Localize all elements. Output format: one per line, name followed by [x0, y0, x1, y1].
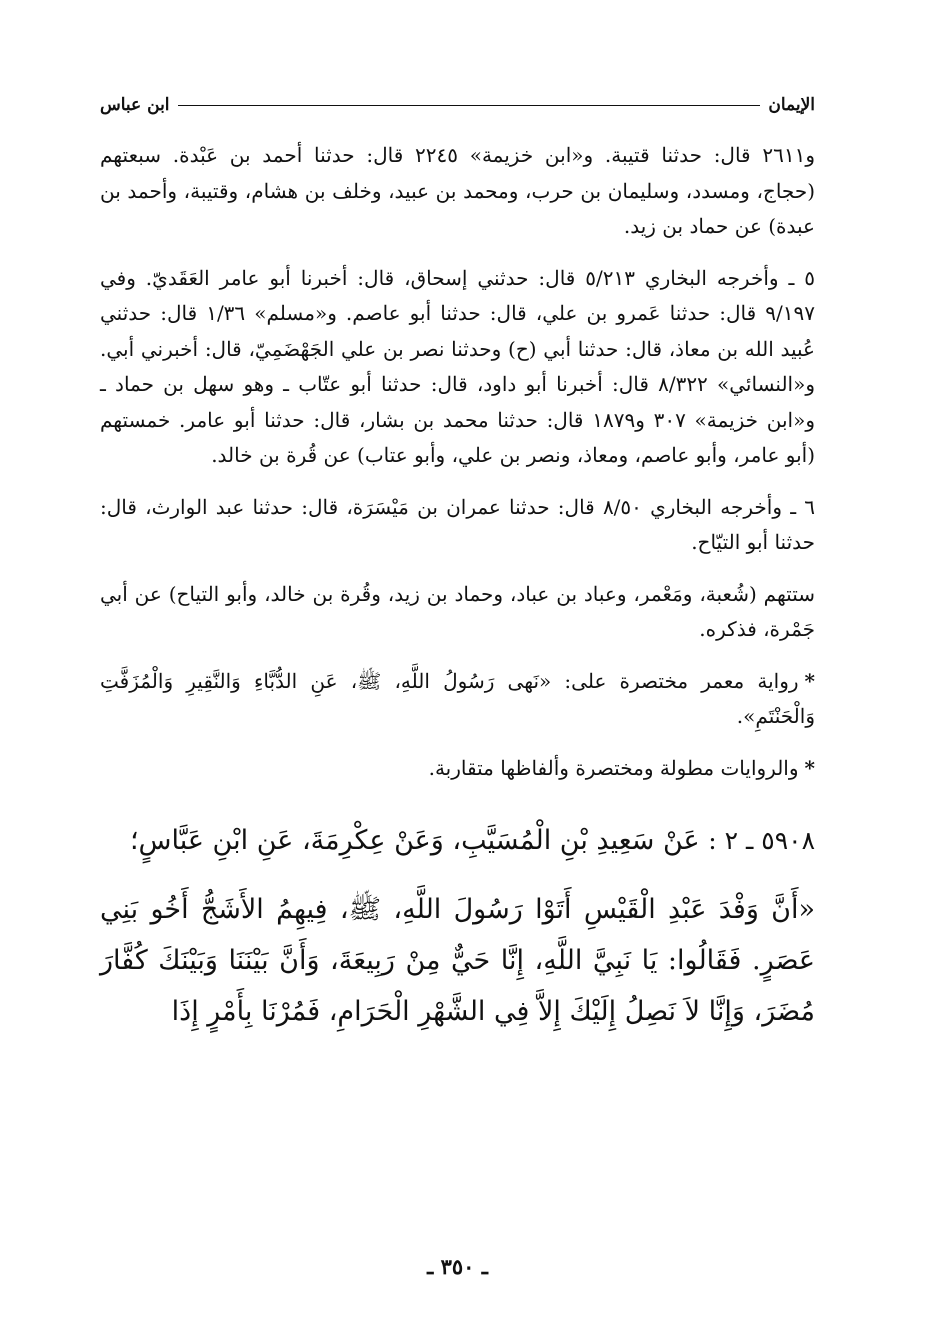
footnote-note — [100, 751, 815, 787]
running-header — [100, 92, 815, 118]
star-marker: * — [804, 668, 815, 693]
footnote-note — [100, 664, 815, 735]
header-rule — [178, 105, 761, 106]
hadith-number: ٥٩٠٨ ـ ٢ : — [708, 826, 815, 855]
star-marker: * — [804, 755, 815, 780]
footnote-paragraph: ٥ ـ وأخرجه البخاري ٥/٢١٣ قال: حدثني إسحاق، قال: أخبرنا أبو عامر العَقَديّ. وفي ٩/١٩٧ قال: حدثنا عَمرو بن علي، قال: حدثنا أبو عاصم. و«مسلم» ١/٣٦ قال: حدثني عُبيد الله بن معاذ، قال: حدثنا أبي (ح) وحدثنا نصر بن علي الجَهْضَمِيّ، قال: أخبرني أبي. و«النسائي» ٨/٣٢٢ قال: أخبرنا أبو داود، قال: حدثنا أبو عتّاب ـ وهو سهل بن حماد ـ و«ابن خزيمة» ٣٠٧ و١٨٧٩ قال: حدثنا محمد بن بشار، قال: حدثنا أبو عامر. خمستهم (أبو عامر، وأبو عاصم، ومعاذ، ونصر بن علي، وأبو عتاب) عن قُرة بن خالد. — [100, 265, 816, 467]
footnote-paragraph: ٦ ـ وأخرجه البخاري ٨/٥٠ قال: حدثنا عمران بن مَيْسَرَة، قال: حدثنا عبد الوارث، قال: حدثنا أبو التيّاح. — [100, 494, 816, 554]
hadith-text: «أَنَّ وَفْدَ عَبْدِ الْقَيْسِ أَتَوْا رَسُولَ اللَّهِ، ﷺ، فِيهِمُ الأَشَجُّ أَخُو بَنِي عَصَرٍ. فَقَالُوا: يَا نَبِيَّ اللَّهِ، إِنَّا حَيٌّ مِنْ رَبِيعَةَ، وَأَنَّ بَيْنَنَا وَبَيْنَكَ كُفَّارَ مُضَرَ، وَإِنَّا لاَ نَصِلُ إِلَيْكَ إِلاَّ فِي الشَّهْرِ الْحَرَامِ، فَمُرْنَا بِأَمْرٍ إِذَا — [100, 894, 815, 1027]
page-body — [100, 138, 815, 1037]
narrator-title: ابن عباس — [100, 95, 170, 115]
footnote-paragraph: ستتهم (شُعبة، ومَعْمر، وعباد بن عباد، وحماد بن زيد، وقُرة بن خالد، وأبو التياح) عن أبي جَمْرة، فذكره. — [100, 581, 815, 641]
footnote-note-text: رواية معمر مختصرة على: «نَهى رَسُولُ اللَّهِ، ﷺ، عَنِ الدُّبَّاءِ وَالنَّقِيرِ وَالْمُزَفَّتِ وَالْحَنْتَمِ». — [100, 668, 815, 728]
footnote-note-text: والروايات مطولة ومختصرة وألفاظها متقاربة. — [428, 755, 799, 780]
footnote-paragraph: و٢٦١١ قال: حدثنا قتيبة. و«ابن خزيمة» ٢٢٤٥ قال: حدثنا أحمد بن عَبْدة. سبعتهم (حجاج، ومسدد، وسليمان بن حرب، ومحمد بن عبيد، وخلف بن هشام، وقتيبة، وأحمد بن عبدة) عن حماد بن زيد. — [100, 143, 815, 238]
page-number: ـ ٣٥٠ ـ — [427, 1254, 488, 1279]
hadith-heading — [100, 816, 815, 866]
chapter-title: الإيمان — [768, 95, 815, 115]
book-page — [100, 0, 815, 1342]
hadith-isnad: عَنْ سَعِيدِ بْنِ الْمُسَيَّبِ، وَعَنْ عِكْرِمَةَ، عَنِ ابْنِ عَبَّاسٍ؛ — [129, 825, 700, 856]
